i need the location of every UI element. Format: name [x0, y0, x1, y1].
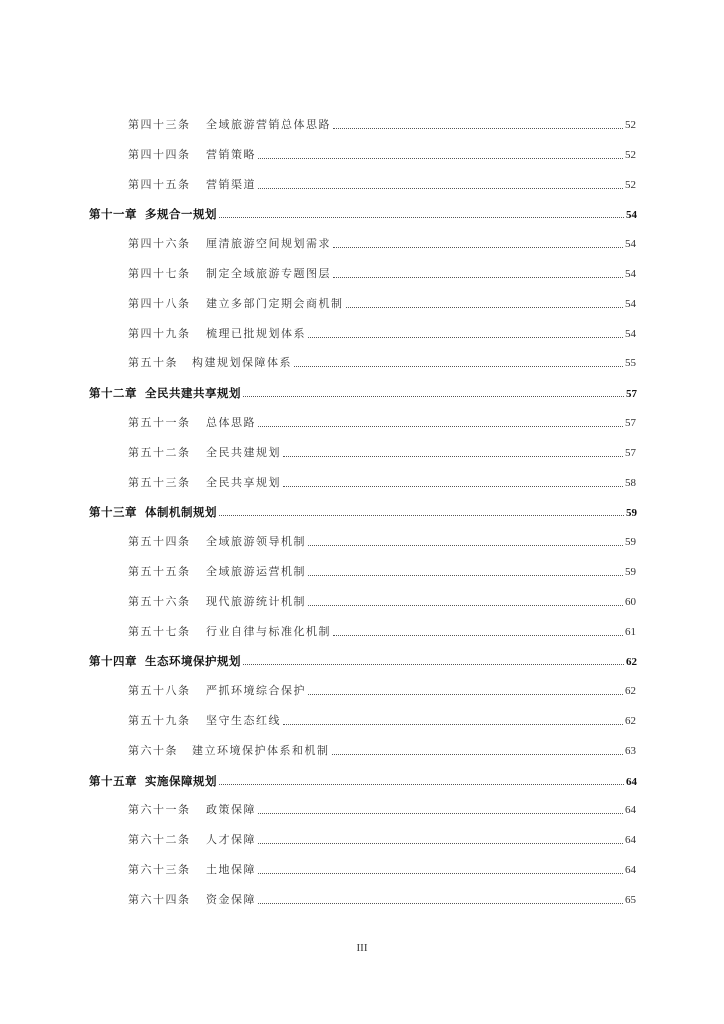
toc-entry-number: 第五十九条 — [128, 714, 191, 727]
toc-entry-page: 52 — [625, 148, 636, 161]
dot-leader — [283, 723, 623, 725]
toc-entry-page: 59 — [625, 566, 636, 578]
toc-entry-page: 64 — [625, 834, 636, 847]
toc-article-entry[interactable] — [128, 623, 636, 641]
dot-leader — [258, 812, 623, 814]
toc-article-entry[interactable] — [128, 742, 636, 760]
toc-article-entry[interactable] — [128, 801, 636, 819]
dot-leader — [258, 157, 623, 159]
toc-entry-title: 人才保障 — [206, 833, 256, 847]
toc-entry-page: 61 — [625, 625, 636, 638]
toc-entry-title: 资金保障 — [206, 892, 256, 906]
toc-entry-number: 第五十一条 — [128, 416, 191, 429]
toc-entry-number: 第十三章 — [89, 505, 137, 520]
toc-entry-page: 54 — [625, 268, 636, 280]
toc-entry-number: 第四十七条 — [128, 267, 191, 280]
toc-article-entry[interactable] — [128, 295, 636, 313]
toc-article-entry[interactable] — [128, 474, 636, 492]
toc-entry-number: 第五十五条 — [128, 565, 191, 578]
dot-leader — [243, 663, 624, 665]
toc-article-entry[interactable] — [128, 235, 636, 253]
toc-entry-title: 严抓环境综合保护 — [206, 684, 306, 698]
toc-entry-title: 营销策略 — [206, 147, 256, 161]
dot-leader — [308, 574, 623, 576]
toc-entry-page: 60 — [625, 595, 636, 608]
dot-leader — [243, 395, 624, 397]
toc-entry-number: 第五十四条 — [128, 535, 191, 549]
toc-article-entry[interactable] — [128, 563, 636, 581]
toc-entry-page: 57 — [625, 417, 636, 429]
toc-entry-page: 64 — [625, 864, 636, 876]
toc-entry-number: 第六十四条 — [128, 892, 191, 906]
toc-entry-page: 59 — [626, 507, 637, 520]
toc-entry-title: 多规合一规划 — [145, 207, 217, 222]
toc-entry-title: 梳理已批规划体系 — [206, 326, 306, 340]
toc-article-entry[interactable] — [128, 533, 636, 551]
toc-entry-title: 生态环境保护规划 — [145, 654, 241, 669]
toc-chapter-entry[interactable] — [89, 772, 637, 790]
toc-entry-page: 52 — [625, 178, 636, 191]
toc-entry-page: 55 — [625, 357, 636, 370]
toc-entry-number: 第四十四条 — [128, 147, 191, 161]
toc-entry-number: 第十一章 — [89, 207, 137, 222]
toc-article-entry[interactable] — [128, 712, 636, 730]
toc-chapter-entry[interactable] — [89, 503, 637, 521]
dot-leader — [258, 902, 623, 904]
toc-entry-title: 厘清旅游空间规划需求 — [206, 237, 331, 251]
toc-entry-title: 建立多部门定期会商机制 — [206, 296, 344, 310]
toc-entry-number: 第十二章 — [89, 386, 137, 401]
toc-article-entry[interactable] — [128, 861, 636, 879]
toc-entry-title: 营销渠道 — [206, 177, 256, 191]
toc-entry-title: 全域旅游领导机制 — [206, 535, 306, 549]
toc-entry-title: 总体思路 — [206, 416, 256, 429]
toc-entry-number: 第十四章 — [89, 654, 137, 669]
toc-entry-title: 构建规划保障体系 — [192, 356, 292, 370]
toc-entry-title: 坚守生态红线 — [206, 714, 281, 727]
toc-article-entry[interactable] — [128, 593, 636, 611]
toc-entry-number: 第五十条 — [128, 356, 178, 370]
toc-entry-number: 第十五章 — [89, 773, 137, 788]
toc-article-entry[interactable] — [128, 146, 636, 164]
toc-article-entry[interactable] — [128, 831, 636, 849]
toc-entry-page: 62 — [626, 656, 637, 669]
toc-entry-title: 土地保障 — [206, 863, 256, 876]
dot-leader — [219, 216, 624, 218]
toc-entry-number: 第六十二条 — [128, 833, 191, 847]
toc-entry-page: 54 — [625, 238, 636, 251]
dot-leader — [258, 187, 623, 189]
toc-entry-title: 全民共建规划 — [206, 445, 281, 459]
dot-leader — [219, 783, 624, 785]
toc-article-entry[interactable] — [128, 444, 636, 462]
toc-entry-number: 第五十二条 — [128, 445, 191, 459]
toc-entry-page: 58 — [625, 476, 636, 489]
toc-article-entry[interactable] — [128, 325, 636, 343]
toc-entry-page: 57 — [626, 388, 637, 401]
toc-entry-number: 第六十条 — [128, 743, 178, 757]
toc-entry-title: 建立环境保护体系和机制 — [192, 743, 330, 757]
toc-entry-page: 54 — [626, 209, 637, 222]
toc-article-entry[interactable] — [128, 354, 636, 372]
toc-entry-number: 第四十五条 — [128, 177, 191, 191]
toc-entry-page: 64 — [625, 804, 636, 817]
dot-leader — [294, 365, 623, 367]
toc-entry-title: 政策保障 — [206, 803, 256, 817]
dot-leader — [258, 842, 623, 844]
dot-leader — [308, 693, 623, 695]
toc-entry-number: 第五十八条 — [128, 684, 191, 698]
dot-leader — [333, 634, 623, 636]
toc-entry-page: 54 — [625, 297, 636, 310]
toc-chapter-entry[interactable] — [89, 384, 637, 402]
dot-leader — [308, 336, 623, 338]
toc-entry-page: 64 — [626, 775, 637, 788]
toc-entry-page: 54 — [625, 327, 636, 340]
toc-entry-number: 第六十三条 — [128, 863, 191, 876]
dot-leader — [283, 455, 623, 457]
toc-entry-page: 59 — [625, 536, 636, 549]
toc-entry-number: 第六十一条 — [128, 803, 191, 817]
dot-leader — [333, 127, 623, 129]
toc-entry-number: 第四十八条 — [128, 296, 191, 310]
toc-article-entry[interactable] — [128, 176, 636, 194]
toc-entry-title: 全域旅游营销总体思路 — [206, 118, 331, 131]
dot-leader — [333, 246, 623, 248]
toc-article-entry[interactable] — [128, 891, 636, 909]
dot-leader — [258, 872, 623, 874]
toc-article-entry[interactable] — [128, 414, 636, 432]
toc-entry-title: 现代旅游统计机制 — [206, 594, 306, 608]
dot-leader — [219, 514, 624, 516]
toc-chapter-entry[interactable] — [89, 652, 637, 670]
toc-entry-page: 62 — [625, 685, 636, 698]
dot-leader — [333, 276, 623, 278]
toc-entry-title: 全民共建共享规划 — [145, 386, 241, 401]
dot-leader — [283, 485, 623, 487]
toc-article-entry[interactable] — [128, 116, 636, 134]
toc-entry-title: 实施保障规划 — [145, 773, 217, 788]
toc-entry-number: 第四十九条 — [128, 326, 191, 340]
toc-entry-number: 第五十六条 — [128, 594, 191, 608]
dot-leader — [332, 753, 624, 755]
toc-entry-title: 制定全域旅游专题图层 — [206, 267, 331, 280]
toc-entry-title: 全民共享规划 — [206, 475, 281, 489]
toc-entry-title: 全域旅游运营机制 — [206, 565, 306, 578]
dot-leader — [258, 425, 623, 427]
toc-entry-page: 57 — [625, 446, 636, 459]
dot-leader — [346, 306, 624, 308]
toc-entry-number: 第五十七条 — [128, 624, 191, 638]
toc-article-entry[interactable] — [128, 682, 636, 700]
toc-entry-number: 第四十六条 — [128, 237, 191, 251]
toc-entry-page: 65 — [625, 893, 636, 906]
page-number-footer: III — [356, 942, 368, 954]
toc-entry-page: 52 — [625, 119, 636, 131]
dot-leader — [308, 604, 623, 606]
toc-entry-title: 体制机制规划 — [145, 505, 217, 520]
toc-article-entry[interactable] — [128, 265, 636, 283]
toc-entry-page: 62 — [625, 715, 636, 727]
toc-entry-page: 63 — [625, 744, 636, 757]
toc-entry-number: 第四十三条 — [128, 118, 191, 131]
toc-chapter-entry[interactable] — [89, 205, 637, 223]
toc-entry-title: 行业自律与标准化机制 — [206, 624, 331, 638]
dot-leader — [308, 544, 623, 546]
toc-entry-number: 第五十三条 — [128, 475, 191, 489]
